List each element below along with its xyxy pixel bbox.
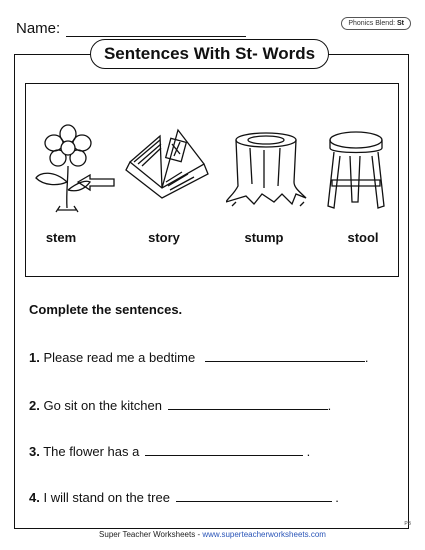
phonics-badge bbox=[341, 17, 411, 30]
answer-blank-4[interactable] bbox=[176, 489, 332, 502]
sentence-text: Go sit on the kitchen bbox=[43, 398, 162, 413]
instructions: Complete the sentences. bbox=[29, 302, 183, 317]
sentence-3 bbox=[29, 443, 310, 459]
answer-blank-1[interactable] bbox=[205, 349, 365, 362]
worksheet-code: PB bbox=[404, 521, 411, 527]
sentence-text: I will stand on the tree bbox=[43, 490, 170, 505]
sentence-text: Please read me a bedtime bbox=[43, 350, 196, 365]
badge-prefix: Phonics Blend: bbox=[348, 20, 396, 27]
picture-word-stump: stump bbox=[244, 230, 284, 245]
tree-stump-icon bbox=[226, 128, 308, 210]
badge-value: St bbox=[397, 20, 404, 27]
picture-word-stool: stool bbox=[347, 230, 379, 245]
sentence-2 bbox=[29, 397, 331, 413]
sentence-number: 1. bbox=[29, 350, 40, 365]
answer-blank-3[interactable] bbox=[145, 443, 303, 456]
sentence-4 bbox=[29, 489, 339, 505]
footer-site: Super Teacher Worksheets bbox=[99, 530, 196, 539]
sentence-text: The flower has a bbox=[43, 444, 140, 459]
footer-separator: - bbox=[195, 530, 203, 539]
open-book-icon bbox=[122, 122, 212, 207]
sentence-end: . bbox=[306, 444, 311, 459]
sentence-end: . bbox=[364, 350, 369, 365]
page-title: Sentences With St- Words bbox=[90, 39, 329, 69]
footer-url-link[interactable]: www.superteacherworksheets.com bbox=[202, 530, 326, 539]
picture-word-story: story bbox=[148, 230, 180, 245]
name-label: Name: bbox=[16, 20, 61, 37]
sentence-end: . bbox=[335, 490, 339, 505]
sentence-number: 4. bbox=[29, 490, 40, 505]
sentence-1 bbox=[29, 349, 368, 365]
flower-stem-icon bbox=[30, 120, 120, 215]
picture-word-stem: stem bbox=[45, 230, 77, 245]
sentence-number: 3. bbox=[29, 444, 40, 459]
footer bbox=[0, 530, 425, 539]
name-row bbox=[16, 20, 246, 37]
answer-blank-2[interactable] bbox=[168, 397, 328, 410]
stool-icon bbox=[320, 128, 392, 216]
sentence-number: 2. bbox=[29, 398, 40, 413]
name-line[interactable] bbox=[66, 22, 246, 37]
sentence-end: . bbox=[327, 398, 332, 413]
